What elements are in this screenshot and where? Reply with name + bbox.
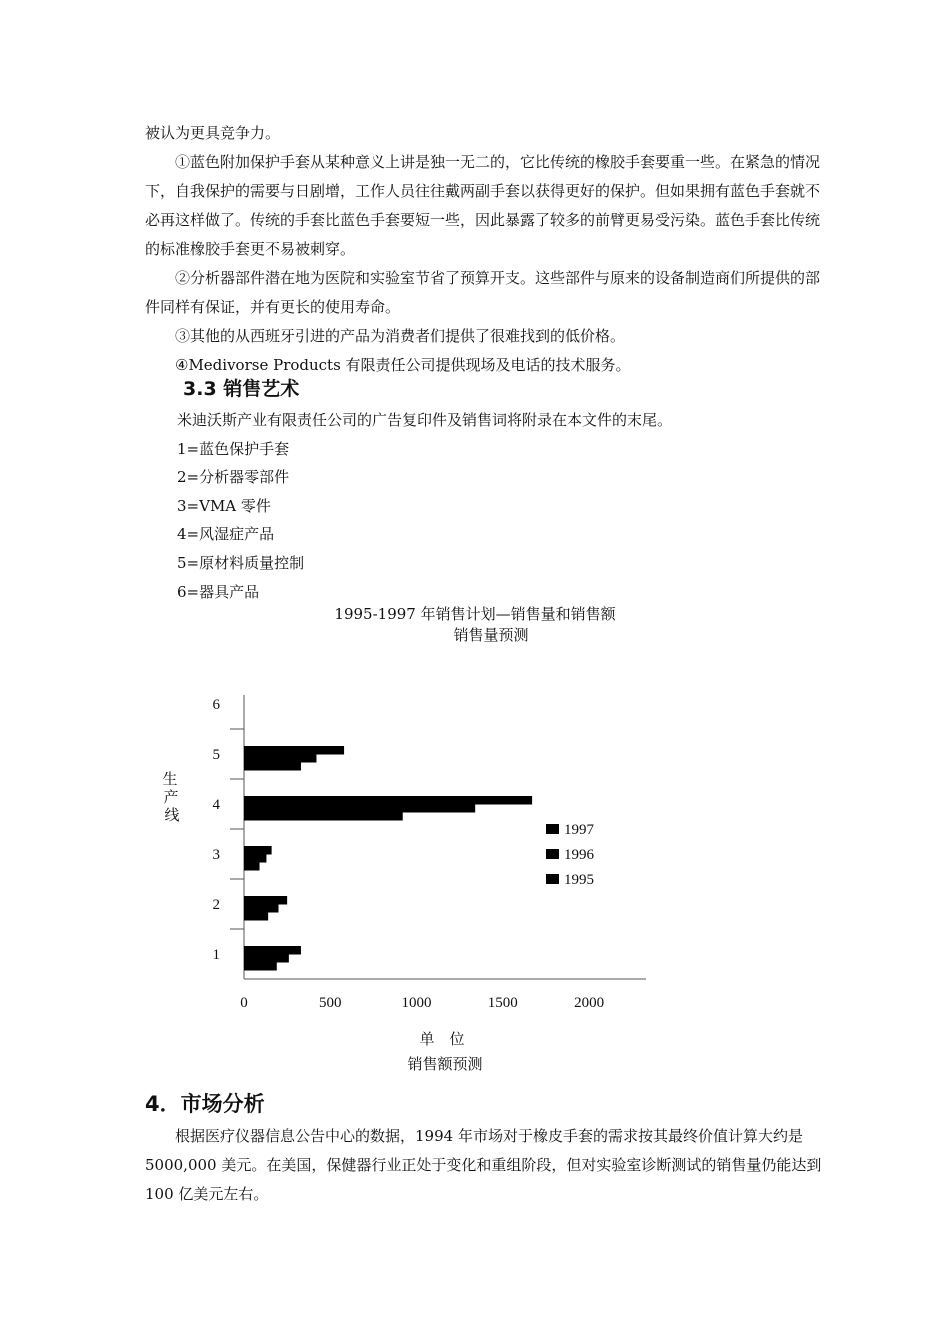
sales-volume-chart	[150, 680, 670, 1080]
legend-swatch-1995	[546, 874, 559, 884]
bar-1996-line-5	[244, 754, 316, 763]
y-axis-label-char: 生	[162, 772, 178, 788]
legend-label-1995: 1995	[564, 872, 594, 888]
chart-title: 1995-1997 年销售计划—销售量和销售额	[334, 605, 616, 623]
legend-label-1996: 1996	[564, 847, 594, 863]
bar-1995-line-5	[244, 762, 301, 771]
paragraph-tech-service: ④Medivorse Products 有限责任公司提供现场及电话的技术服务。	[175, 356, 631, 374]
y-tick-label: 5	[212, 747, 220, 763]
y-axis-label-char: 产	[163, 790, 179, 806]
paragraph-spain-products: ③其他的从西班牙引进的产品为消费者们提供了很难找到的低价格。	[175, 327, 626, 345]
x-tick-label: 2000	[574, 995, 605, 1011]
y-tick-label: 6	[212, 697, 220, 713]
paragraph-analyzer-parts: ②分析器部件潜在地为医院和实验室节省了预算开支。这些部件与原来的设备制造商们所提供的部件同样有保证，并有更长的使用寿命。	[145, 269, 821, 316]
paragraph-market-analysis: 根据医疗仪器信息公告中心的数据，1994 年市场对于橡皮手套的需求按其最终价值计算大约是 5000,000 美元。在美国，保健器行业正处于变化和重组阶段，但对实验室诊断测试的销售量仍能达到 100 亿美元左右。	[145, 1127, 822, 1203]
x-tick-label: 0	[240, 995, 248, 1011]
section-3-3-heading: 3.3 销售艺术	[183, 378, 300, 400]
bar-1997-line-5	[244, 746, 344, 755]
bar-1997-line-3	[244, 846, 272, 855]
list-item: 5=原材料质量控制	[177, 553, 305, 572]
paragraph-blue-gloves: ①蓝色附加保护手套从某种意义上讲是独一无二的，它比传统的橡胶手套要重一些。在紧急的情况下，自我保护的需要与日剧增，工作人员往往戴两副手套以获得更好的保护。但如果拥有蓝色手套就不必再这样做了。传统的手套比蓝色手套要短一些，因此暴露了较多的前臂更易受污染。蓝色手套比传统的标准橡胶手套更不易被刺穿。	[145, 153, 821, 258]
chart-subtitle: 销售量预测	[453, 626, 529, 644]
y-tick-label: 1	[212, 947, 220, 963]
x-tick-label: 500	[319, 995, 342, 1011]
paragraph-continuation: 被认为更具竞争力。	[145, 124, 281, 142]
bar-1996-line-3	[244, 854, 266, 863]
x-axis-label: 单 位	[419, 1032, 465, 1048]
section-4-heading: 4．市场分析	[145, 1092, 265, 1116]
legend-swatch-1997	[546, 824, 559, 834]
bar-1997-line-4	[244, 796, 532, 805]
bar-1996-line-4	[244, 804, 475, 813]
bar-1995-line-4	[244, 812, 403, 821]
x-tick-label: 1500	[487, 995, 518, 1011]
section-intro: 米迪沃斯产业有限责任公司的广告复印件及销售词将附录在本文件的末尾。	[177, 411, 673, 429]
product-line-list	[177, 406, 672, 606]
list-item: 2=分析器零部件	[177, 468, 290, 487]
chart-below-title: 销售额预测	[407, 1055, 483, 1073]
bar-1997-line-1	[244, 946, 301, 955]
bar-1997-line-2	[244, 896, 287, 905]
legend-label-1997: 1997	[564, 822, 594, 838]
list-item: 1=蓝色保护手套	[177, 439, 290, 458]
y-tick-label: 3	[212, 847, 220, 863]
bar-1995-line-2	[244, 912, 268, 921]
legend-swatch-1996	[546, 849, 559, 859]
list-item: 3=VMA 零件	[177, 496, 271, 515]
y-tick-label: 2	[212, 897, 220, 913]
bar-1995-line-3	[244, 862, 260, 871]
x-tick-label: 1000	[401, 995, 432, 1011]
bar-1996-line-2	[244, 904, 279, 913]
bar-1995-line-1	[244, 962, 277, 971]
bar-1996-line-1	[244, 954, 289, 963]
y-tick-label: 4	[212, 797, 220, 813]
list-item: 6=器具产品	[177, 582, 260, 601]
y-axis-label-char: 线	[164, 808, 180, 824]
list-item: 4=风湿症产品	[177, 525, 275, 544]
